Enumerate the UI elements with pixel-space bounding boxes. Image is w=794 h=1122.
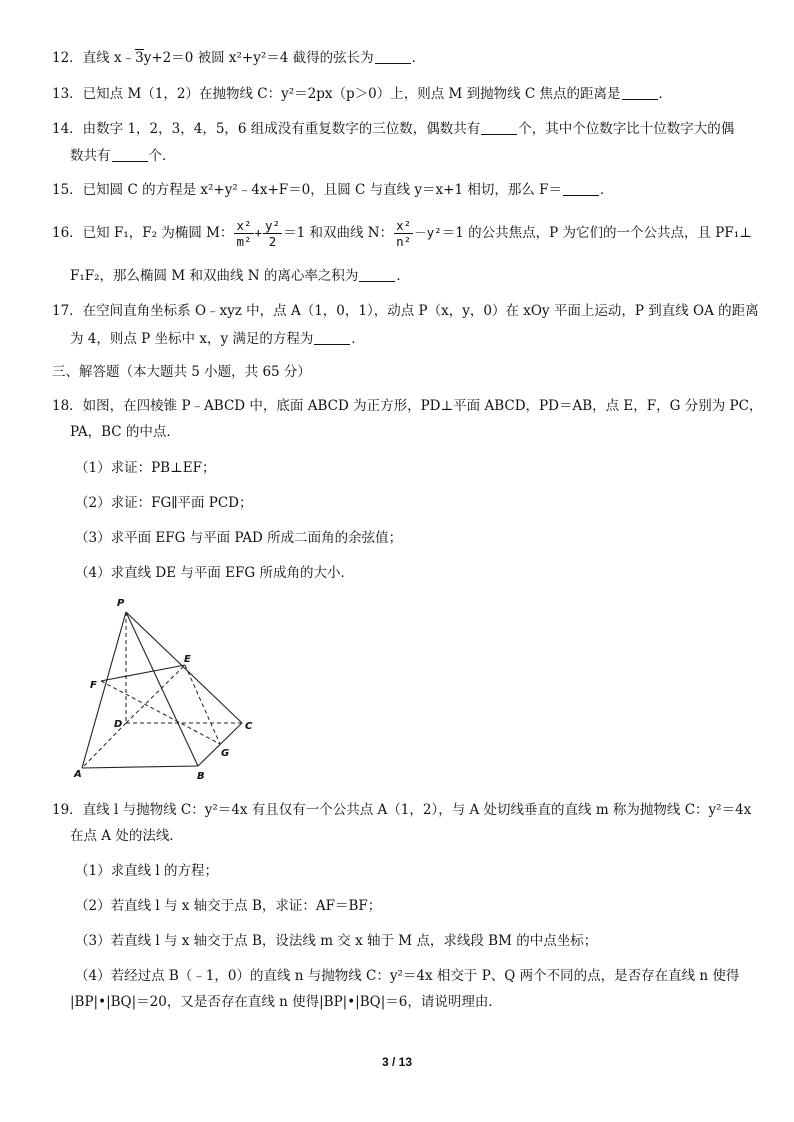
label-P: P bbox=[117, 598, 125, 609]
q14-text-b: 个，其中个位数字比十位数字大的偶 bbox=[518, 121, 735, 137]
q18-text-b: PA，BC 的中点． bbox=[70, 424, 180, 440]
q16-minus-y2: －y² bbox=[414, 225, 442, 240]
edge-PA bbox=[82, 612, 126, 768]
label-B: B bbox=[197, 771, 205, 782]
label-A: A bbox=[74, 769, 82, 780]
q16-answer-blank[interactable] bbox=[359, 267, 395, 282]
q14-answer-blank-2[interactable] bbox=[112, 147, 148, 162]
question-16-line-1 bbox=[52, 214, 752, 252]
label-C: C bbox=[245, 721, 253, 732]
q19-part-4-text-b: |BP|•|BQ|＝20，又是否存在直线 n 使得|BP|•|BQ|＝6，请说明理由． bbox=[70, 994, 502, 1010]
q15-end: ． bbox=[600, 182, 614, 198]
section-3-text: 三、解答题（本大题共 5 小题，共 65 分） bbox=[52, 364, 311, 380]
q19-text-b: 在点 A 处的法线． bbox=[70, 828, 183, 844]
q13-end: ． bbox=[658, 86, 673, 102]
segment-DE bbox=[126, 665, 185, 723]
question-17-line-2 bbox=[70, 329, 746, 349]
question-19-part-1 bbox=[75, 861, 746, 881]
label-G: G bbox=[221, 748, 230, 759]
question-15 bbox=[52, 180, 746, 200]
label-E: E bbox=[184, 654, 191, 665]
segment-EG bbox=[185, 665, 220, 744]
q16-end: ． bbox=[396, 268, 410, 284]
q16-text-c: ＝1 的公共焦点，P 为它们的一个公共点，且 PF₁⊥ bbox=[441, 225, 752, 241]
q12-text-a: 12．直线 bbox=[52, 50, 110, 66]
q19-part-3-text: （3）若直线 l 与 x 轴交于点 B，设法线 m 交 x 轴于 M 点，求线段 BM 的中点坐标； bbox=[75, 933, 598, 949]
question-19-line-1 bbox=[52, 800, 752, 820]
question-18-part-2 bbox=[75, 493, 746, 513]
q15-answer-blank[interactable] bbox=[563, 181, 599, 196]
question-18-part-1 bbox=[75, 458, 746, 478]
q17-text-b: 为 4，则点 P 坐标中 x，y 满足的方程为 bbox=[70, 331, 314, 347]
q19-part-4-text-a: （4）若经过点 B（﹣1，0）的直线 n 与抛物线 C：y²＝4x 相交于 P、Q 两个不同的点，是否存在直线 n 使得 bbox=[75, 968, 740, 984]
q16-fraction-x2-m2: $\frac{\text{x²}}{\text{m²}}$ bbox=[236, 218, 252, 249]
q12-text-b: x﹣ bbox=[113, 50, 136, 66]
q16-fraction-x2-n2: $\frac{\text{x²}}{\text{n²}}$ bbox=[396, 218, 412, 249]
q16-text-b: ＝1 和双曲线 N： bbox=[283, 225, 394, 241]
q13-text: 13．已知点 M（1，2）在抛物线 C：y²＝2px（p＞0）上，则点 M 到抛物线 C 焦点的距离是 bbox=[52, 86, 621, 102]
question-18-line-2 bbox=[70, 422, 746, 442]
q16-text-a: 16．已知 F₁，F₂ 为椭圆 M： bbox=[52, 225, 234, 241]
edge-AB bbox=[82, 766, 198, 768]
q14-text-c: 数共有 bbox=[70, 148, 111, 164]
q12-answer-blank[interactable] bbox=[375, 49, 411, 64]
segment-FE bbox=[101, 665, 185, 681]
q17-answer-blank[interactable] bbox=[314, 330, 350, 345]
edge-BC bbox=[198, 723, 242, 766]
q15-text: 15．已知圆 C 的方程是 x²+y²﹣4x+F＝0，且圆 C 与直线 y＝x+1 相切，那么 F＝ bbox=[52, 182, 563, 198]
question-18-part-4 bbox=[75, 563, 746, 583]
question-19-line-2 bbox=[70, 826, 746, 846]
q18-part-1-text: （1）求证：PB⊥EF； bbox=[75, 460, 216, 476]
question-16-line-2 bbox=[70, 266, 746, 286]
question-18-part-3 bbox=[75, 528, 746, 548]
q13-answer-blank[interactable] bbox=[622, 85, 658, 100]
q12-text-d: y+2＝0 被圆 x²+y²＝4 截得的弦长为 bbox=[143, 50, 374, 66]
edge-PB bbox=[126, 612, 198, 766]
q19-part-2-text: （2）若直线 l 与 x 轴交于点 B，求证：AF＝BF； bbox=[75, 898, 382, 914]
question-13 bbox=[52, 84, 746, 104]
question-12 bbox=[52, 48, 746, 68]
question-18-line-1 bbox=[52, 396, 763, 416]
q16-fraction-y2-2: $\frac{\text{y²}}{2}$ bbox=[265, 218, 281, 249]
segment-FG bbox=[101, 681, 220, 744]
q16-text-d: F₁F₂，那么椭圆 M 和双曲线 N 的离心率之积为 bbox=[70, 268, 359, 284]
question-19-part-4-line-2 bbox=[70, 992, 746, 1012]
section-3-heading bbox=[52, 362, 746, 382]
question-17-line-1 bbox=[52, 301, 759, 321]
q14-answer-blank-1[interactable] bbox=[481, 120, 517, 135]
q17-end: ． bbox=[351, 331, 365, 347]
q19-part-1-text: （1）求直线 l 的方程； bbox=[75, 863, 218, 879]
q18-part-2-text: （2）求证：FG∥平面 PCD； bbox=[75, 495, 253, 511]
question-19-part-3 bbox=[75, 931, 746, 951]
q12-sqrt-3: 3 bbox=[135, 50, 144, 66]
q19-text-a: 19．直线 l 与抛物线 C：y²＝4x 有且仅有一个公共点 A（1，2），与 A 处切线垂直的直线 m 称为抛物线 C：y²＝4x bbox=[52, 802, 752, 818]
question-19-part-4 bbox=[75, 966, 746, 986]
q18-part-3-text: （3）求平面 EFG 与平面 PAD 所成二面角的余弦值； bbox=[75, 530, 403, 546]
q14-text-a: 14．由数字 1，2，3，4，5，6 组成没有重复数字的三位数，偶数共有 bbox=[52, 121, 481, 137]
question-14-line-2 bbox=[70, 146, 746, 166]
q16-plus: + bbox=[254, 225, 263, 240]
q12-text-e: ． bbox=[411, 50, 426, 66]
q14-text-d: 个． bbox=[148, 148, 176, 164]
pyramid-figure bbox=[70, 592, 270, 792]
q18-part-4-text: （4）求直线 DE 与平面 EFG 所成角的大小． bbox=[75, 565, 354, 581]
q18-text-a: 18．如图，在四棱锥 P﹣ABCD 中，底面 ABCD 为正方形，PD⊥平面 ABCD，PD＝AB，点 E，F，G 分别为 PC， bbox=[52, 398, 763, 414]
question-19-part-2 bbox=[75, 896, 746, 916]
page-number: 3 / 13 bbox=[381, 1055, 413, 1069]
question-14-line-1 bbox=[52, 119, 746, 139]
label-D: D bbox=[114, 719, 123, 730]
q17-text-a: 17．在空间直角坐标系 O﹣xyz 中，点 A（1，0，1），动点 P（x，y，0）在 xOy 平面上运动，P 到直线 OA 的距离 bbox=[52, 303, 759, 319]
label-F: F bbox=[90, 680, 97, 691]
